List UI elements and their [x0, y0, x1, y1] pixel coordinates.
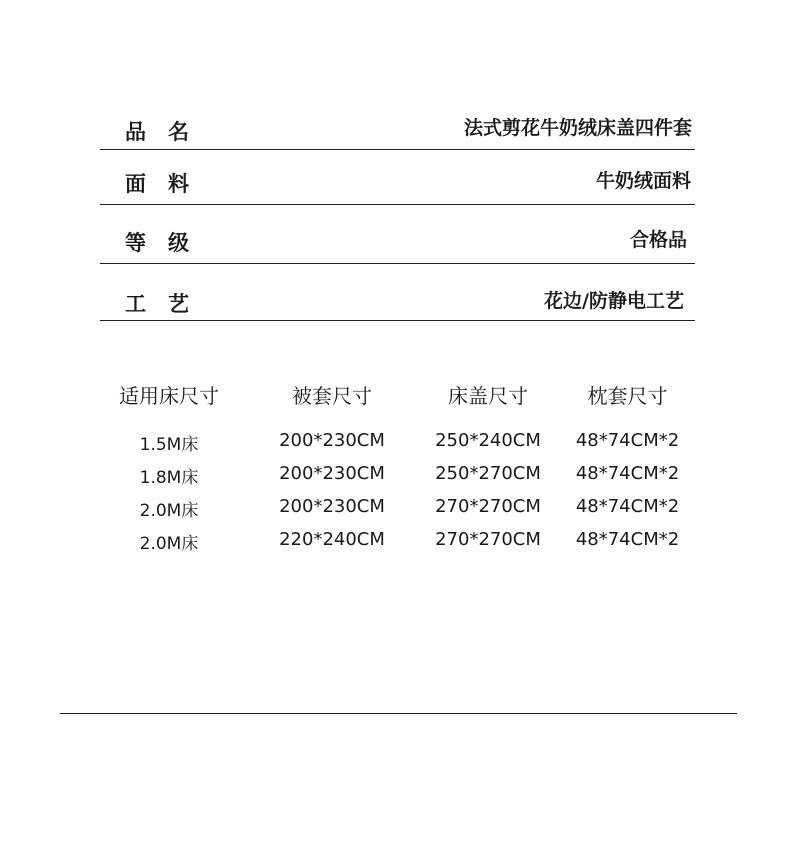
spec-label: 品名: [125, 120, 211, 144]
table-cell: 200*230CM: [279, 496, 385, 517]
table-row: [100, 430, 710, 463]
table-cell: 220*240CM: [279, 529, 385, 550]
header-bed-size: 适用床尺寸: [119, 384, 219, 408]
table-cell: 270*270CM: [435, 496, 541, 517]
table-cell: 48*74CM*2: [575, 463, 680, 484]
header-pillowcase-size: 枕套尺寸: [587, 384, 668, 408]
table-cell: 2.0M床: [139, 534, 199, 554]
spec-row-fabric: [100, 150, 695, 205]
table-row: [100, 529, 710, 562]
spec-value: 法式剪花牛奶绒床盖四件套: [463, 117, 692, 139]
divider: [60, 713, 737, 714]
header-bedspread-size: 床盖尺寸: [448, 384, 528, 408]
table-cell: 250*240CM: [435, 430, 541, 451]
table-cell: 48*74CM*2: [575, 496, 680, 517]
table-cell: 48*74CM*2: [575, 430, 680, 451]
spec-label: 等级: [125, 231, 211, 255]
spec-value: 牛奶绒面料: [595, 170, 691, 192]
table-cell: 250*270CM: [435, 463, 541, 484]
spec-row-craft: [100, 264, 695, 321]
table-cell: 48*74CM*2: [575, 529, 680, 550]
spec-value: 花边/防静电工艺: [544, 290, 684, 312]
table-cell: 200*230CM: [279, 463, 385, 484]
spec-row-name: [100, 100, 695, 150]
spec-label: 工艺: [125, 292, 211, 316]
spec-label: 面料: [125, 172, 211, 196]
table-cell: 200*230CM: [279, 430, 385, 451]
table-row: [100, 463, 710, 496]
table-cell: 1.5M床: [139, 435, 199, 455]
table-row: [100, 496, 710, 529]
product-spec-table: [100, 100, 695, 321]
size-table-header: [100, 378, 710, 430]
table-cell: 2.0M床: [139, 501, 199, 521]
spec-value: 合格品: [629, 229, 687, 251]
table-cell: 1.8M床: [139, 468, 199, 488]
header-duvet-size: 被套尺寸: [292, 384, 372, 408]
table-cell: 270*270CM: [435, 529, 541, 550]
spec-row-grade: [100, 205, 695, 264]
size-table: [100, 378, 710, 562]
